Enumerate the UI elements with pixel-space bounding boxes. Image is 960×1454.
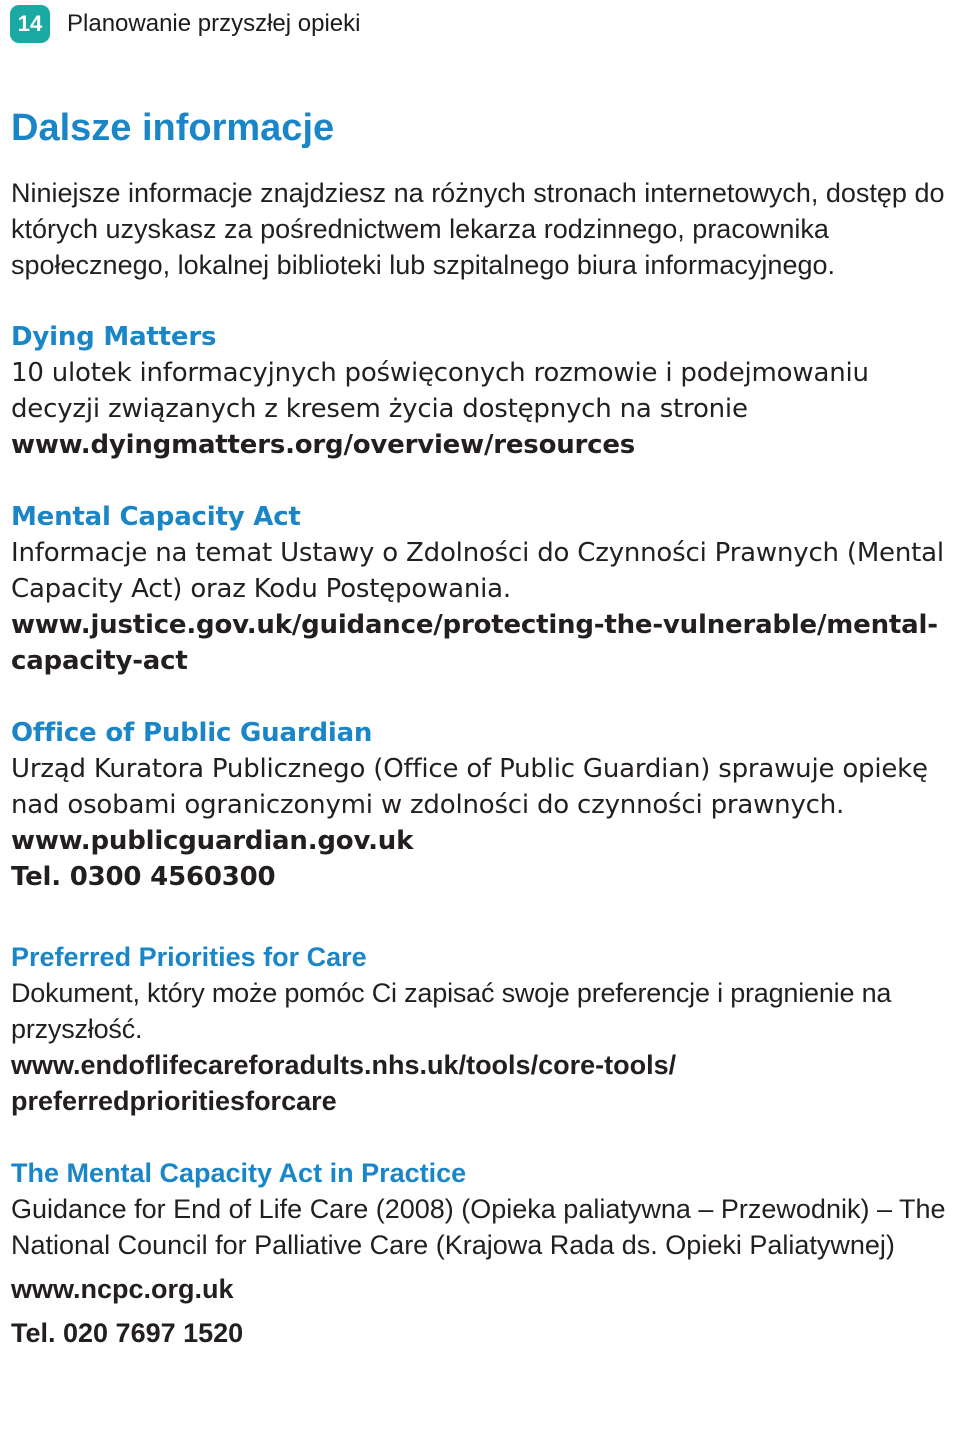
section-office-of-public-guardian (11, 715, 960, 895)
section-dying-matters (11, 319, 960, 463)
section-title: Mental Capacity Act (11, 502, 301, 532)
page-heading: Dalsze informacje (11, 107, 335, 149)
section-title: Preferred Priorities for Care (11, 942, 367, 972)
running-title: Planowanie przyszłej opieki (67, 10, 361, 37)
section-phone: Tel. 0300 4560300 (11, 862, 276, 892)
section-text: Urząd Kuratora Publicznego (Office of Public Guardian) sprawuje opiekę nad osobami ograniczonymi w zdolności do czynności prawnych. (11, 754, 928, 820)
section-link[interactable]: www.justice.gov.uk/guidance/protecting-the-vulnerable/mental-capacity-act (11, 610, 938, 676)
section-title: Office of Public Guardian (11, 718, 373, 748)
section-link[interactable]: www.ncpc.org.uk (11, 1274, 234, 1304)
page-number-badge: 14 (10, 5, 50, 43)
section-text: Dokument, który może pomóc Ci zapisać swoje preferencje i pragnienie na przyszłość. (11, 978, 892, 1044)
section-title: Dying Matters (11, 322, 217, 352)
section-text: Guidance for End of Life Care (2008) (Opieka paliatywna – Przewodnik) – The National Council for Palliative Care (Krajowa Rada ds. Opieki Paliatywnej) (11, 1194, 946, 1260)
page-header (10, 5, 360, 43)
section-link[interactable]: www.publicguardian.gov.uk (11, 826, 414, 856)
section-link[interactable]: www.dyingmatters.org/overview/resources (11, 430, 636, 460)
section-mental-capacity-act (11, 499, 960, 679)
section-title: The Mental Capacity Act in Practice (11, 1158, 467, 1188)
section-text: Informacje na temat Ustawy o Zdolności do Czynności Prawnych (Mental Capacity Act) oraz Kodu Postępowania. (11, 538, 944, 604)
section-link[interactable]: www.endoflifecareforadults.nhs.uk/tools/core-tools/ preferredprioritiesforcare (11, 1050, 677, 1116)
intro-paragraph: Niniejsze informacje znajdziesz na różnych stronach internetowych, dostęp do których uzyskasz za pośrednictwem lekarza rodzinnego, pracownika społecznego, lokalnej biblioteki lub szpitalnego biura informacyjnego. (11, 178, 945, 280)
section-text: 10 ulotek informacyjnych poświęconych rozmowie i podejmowaniu decyzji związanych z kresem życia dostępnych na stronie (11, 358, 869, 424)
section-phone: Tel. 020 7697 1520 (11, 1318, 244, 1348)
main-content (11, 175, 960, 1351)
section-mental-capacity-act-in-practice (11, 1155, 960, 1351)
section-preferred-priorities-for-care (11, 939, 960, 1119)
